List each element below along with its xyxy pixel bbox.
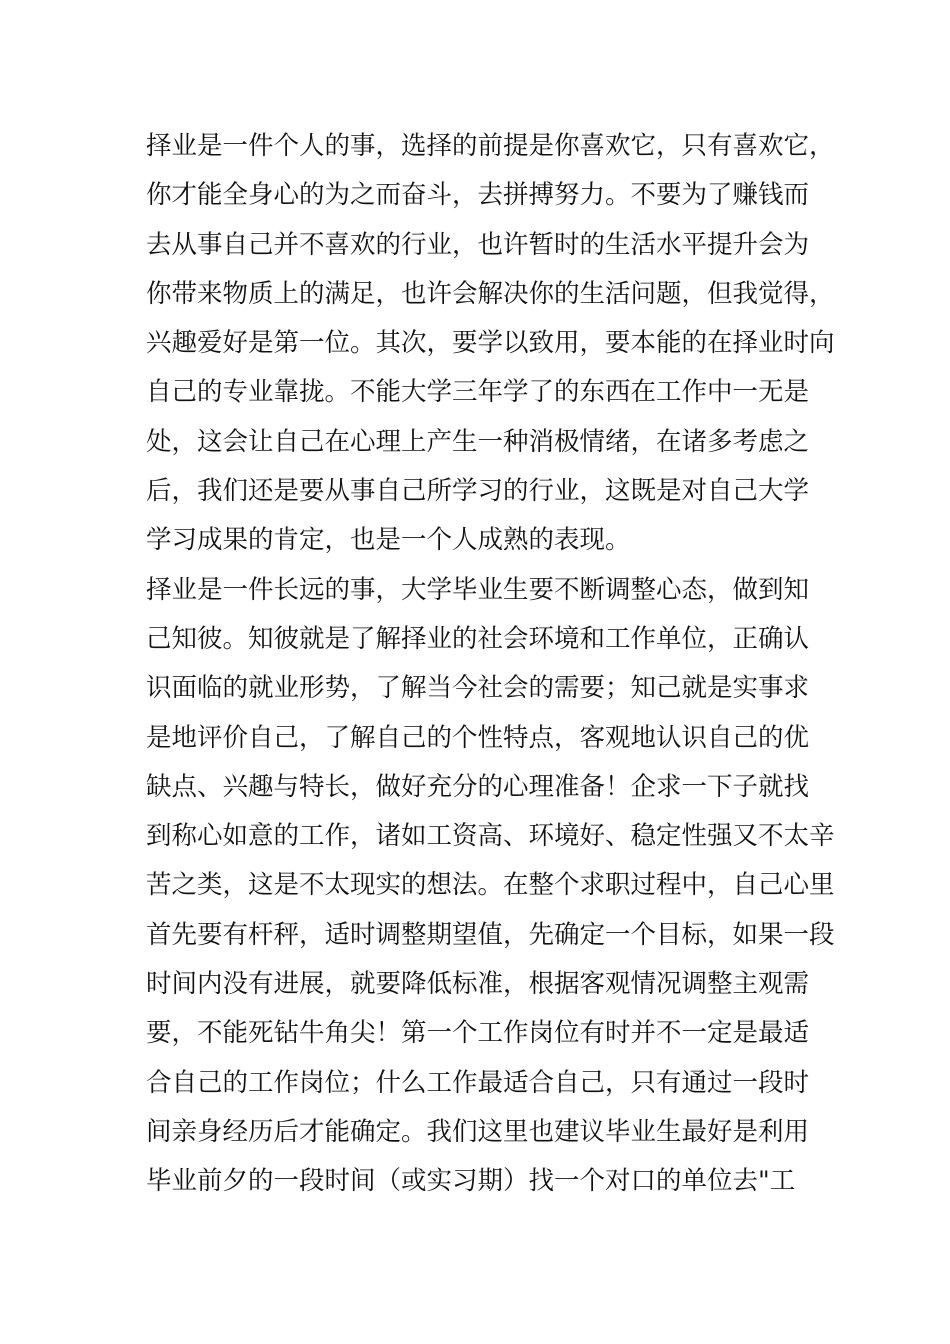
text-line: 学习成果的肯定，也是一个人成熟的表现。 (146, 525, 631, 556)
text-line: 时间内没有进展，就要降低标准，根据客观情况调整主观需 (146, 969, 810, 1000)
text-line: 是地评价自己，了解自己的个性特点，客观地认识自己的优 (146, 722, 810, 753)
text-line: 自己的专业靠拢。不能大学三年学了的东西在工作中一无是 (146, 377, 810, 408)
text-line: 毕业前夕的一段时间（或实习期）找一个对口的单位去"工 (146, 1166, 796, 1197)
text-line: 择业是一件长远的事，大学毕业生要不断调整心态，做到知 (146, 574, 810, 605)
text-line: 缺点、兴趣与特长，做好充分的心理准备！企求一下子就找 (146, 771, 810, 802)
text-line: 处，这会让自己在心理上产生一种消极情绪，在诸多考虑之 (146, 426, 810, 457)
text-line: 合自己的工作岗位；什么工作最适合自己，只有通过一段时 (146, 1067, 810, 1098)
text-line: 识面临的就业形势，了解当今社会的需要；知己就是实事求 (146, 673, 810, 704)
document-body (146, 122, 835, 1207)
text-line: 兴趣爱好是第一位。其次，要学以致用，要本能的在择业时向 (146, 328, 835, 359)
text-line: 要，不能死钻牛角尖！第一个工作岗位有时并不一定是最适 (146, 1018, 810, 1049)
text-line: 首先要有杆秤，适时调整期望值，先确定一个目标，如果一段 (146, 919, 835, 950)
text-line: 到称心如意的工作，诸如工资高、环境好、稳定性强又不太辛 (146, 821, 835, 852)
text-line: 去从事自己并不喜欢的行业，也许暂时的生活水平提升会为 (146, 229, 810, 260)
text-line: 你带来物质上的满足，也许会解决你的生活问题，但我觉得， (146, 278, 835, 309)
text-line: 你才能全身心的为之而奋斗，去拼搏努力。不要为了赚钱而 (146, 180, 810, 211)
text-line: 苦之类，这是不太现实的想法。在整个求职过程中，自己心里 (146, 870, 835, 901)
text-line: 己知彼。知彼就是了解择业的社会环境和工作单位，正确认 (146, 623, 810, 654)
text-line: 后，我们还是要从事自己所学习的行业，这既是对自己大学 (146, 476, 810, 507)
text-line: 间亲身经历后才能确定。我们这里也建议毕业生最好是利用 (146, 1116, 810, 1147)
text-line: 择业是一件个人的事，选择的前提是你喜欢它，只有喜欢它， (146, 131, 835, 161)
